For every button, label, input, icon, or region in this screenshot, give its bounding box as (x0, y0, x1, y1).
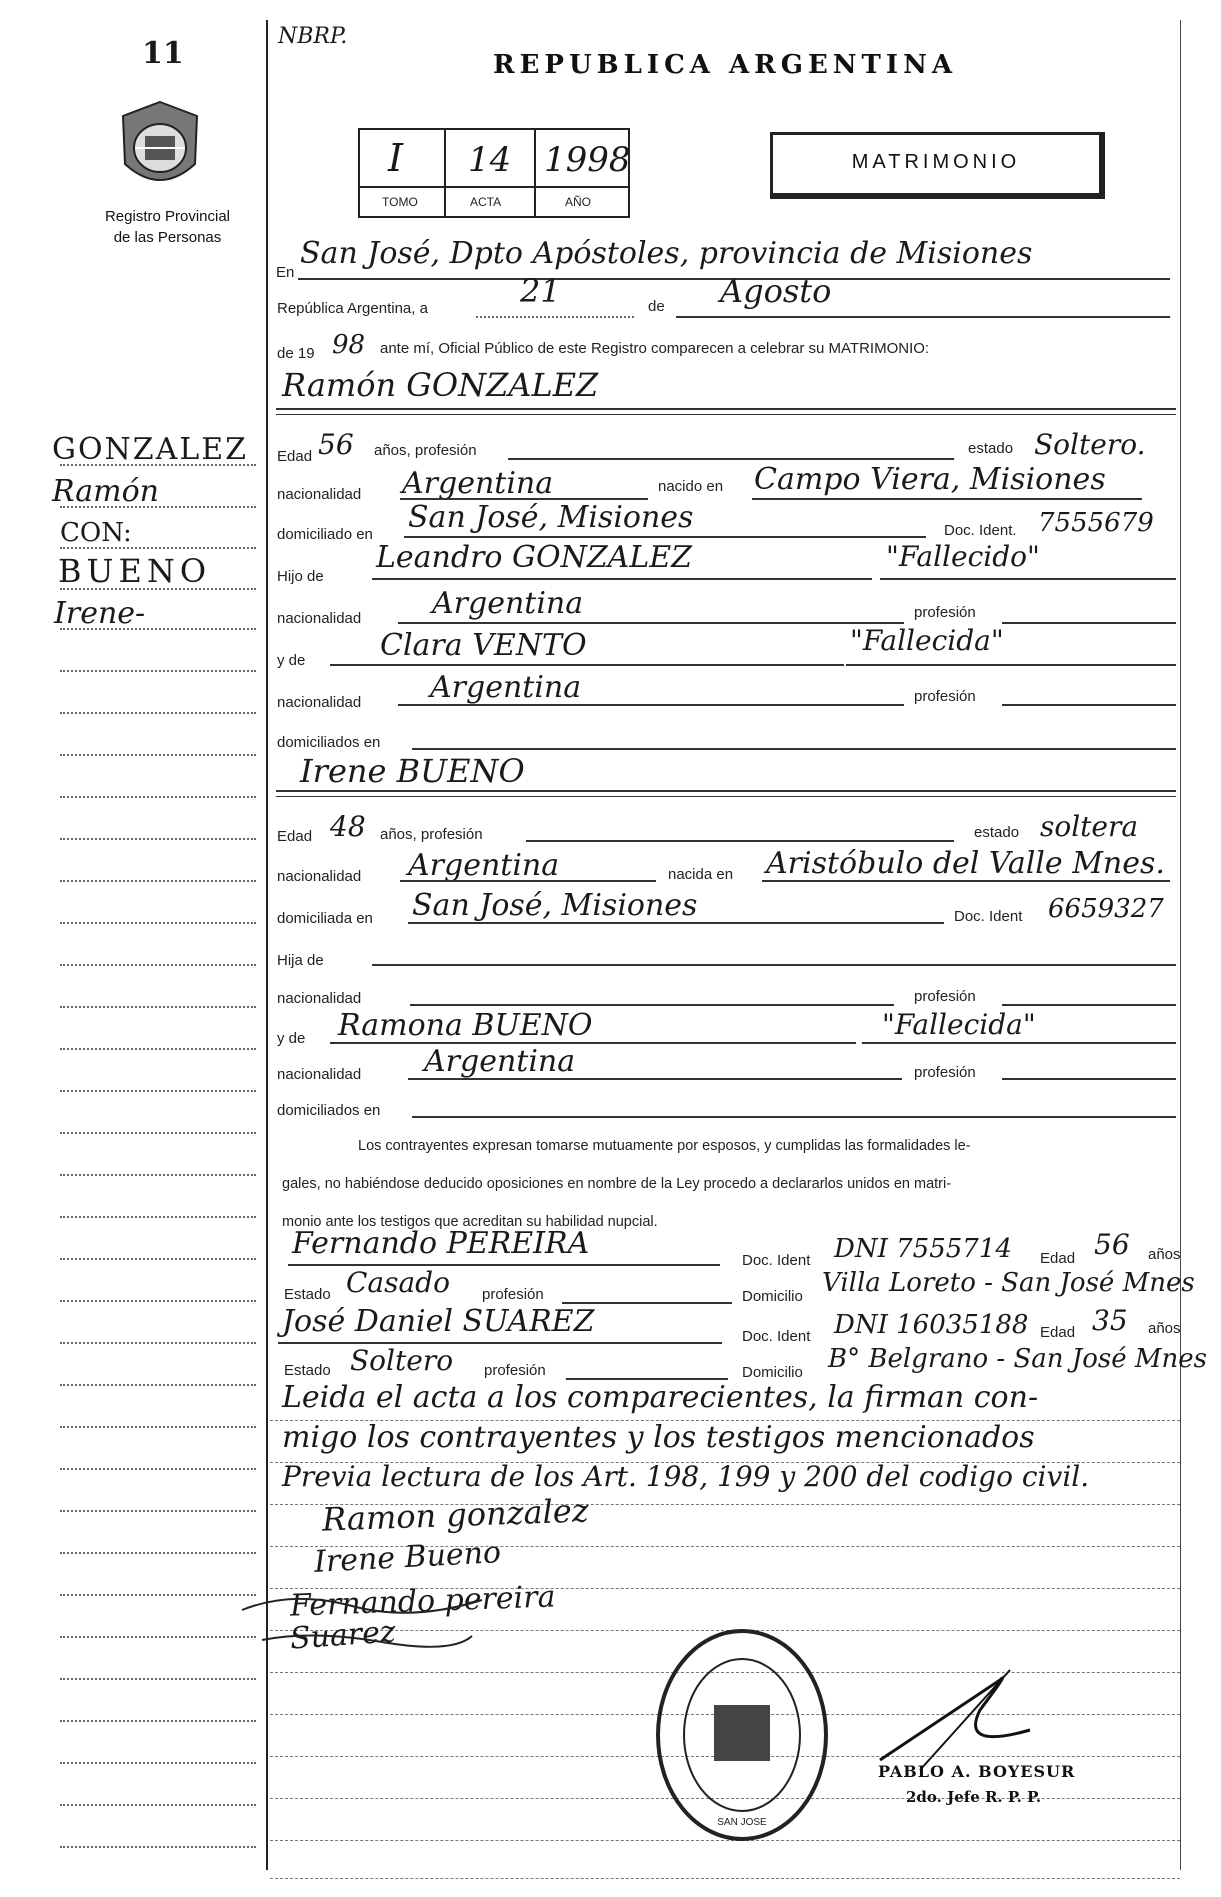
witness1-prof-label: profesión (482, 1286, 544, 1303)
bride-mother-prof-line (1002, 1078, 1176, 1080)
bride-edad-label: Edad (277, 828, 313, 845)
registry-line2: de las Personas (113, 229, 222, 246)
bride-doc: 6659327 (1048, 894, 1164, 924)
groom-domicile: San José, Misiones (408, 500, 694, 535)
closing-line-1: Leida el acta a los comparecientes, la firman con- (282, 1380, 1039, 1415)
witness1-domicilio-label: Domicilio (742, 1288, 803, 1305)
groom-mother-nat: Argentina (430, 670, 582, 705)
groom-father-prof-line (1002, 622, 1176, 624)
declaration-line-3: monio ante los testigos que acreditan su habilidad nupcial. (282, 1214, 658, 1230)
bride-profesion-line (526, 840, 954, 842)
groom-name-line (276, 408, 1176, 410)
declaration-line-1: Los contrayentes expresan tomarse mutuamente por esposos, y cumplidas las formalidades le- (358, 1138, 971, 1154)
bride-anos-label: años, profesión (380, 826, 483, 843)
groom-domiciliados-label: domiciliados en (277, 734, 381, 751)
day-line (476, 316, 634, 318)
witness2-doc-label: Doc. Ident (742, 1328, 811, 1345)
witness2-edad-label: Edad (1040, 1324, 1076, 1341)
en-label: En (276, 264, 295, 281)
ano-value: 1998 (544, 140, 631, 180)
tomo-value: I (388, 136, 404, 180)
bride-mother-nat: Argentina (424, 1044, 576, 1079)
groom-nac-label: nacionalidad (277, 486, 362, 503)
year-value: 98 (332, 330, 366, 360)
groom-yde-label: y de (277, 652, 306, 669)
groom-birthplace-line (752, 498, 1142, 500)
bride-birthplace: Aristóbulo del Valle Mnes. (766, 846, 1165, 881)
witness2-name: José Daniel SUAREZ (282, 1304, 595, 1339)
bride-mother-status-line (862, 1042, 1176, 1044)
bride-name-line (276, 790, 1176, 792)
witness1-estado: Casado (346, 1266, 450, 1299)
groom-father-prof-label: profesión (914, 604, 976, 621)
groom-doc-label: Doc. Ident. (944, 522, 1017, 539)
bride-father-line (372, 964, 1176, 966)
acta-value: 14 (468, 140, 512, 180)
witness2-estado-label: Estado (284, 1362, 331, 1379)
closing-line-2: migo los contrayentes y los testigos mencionados (282, 1420, 1035, 1455)
bride-father-nat-label: nacionalidad (277, 990, 362, 1007)
bride-domicile-line (408, 922, 944, 924)
groom-edad-label: Edad (277, 448, 313, 465)
day-value: 21 (520, 272, 561, 310)
witness2-anos: años (1148, 1320, 1181, 1337)
bride-nacida-label: nacida en (668, 866, 734, 883)
tomo-label: TOMO (382, 195, 418, 209)
groom-mother-prof-line (1002, 704, 1176, 706)
margin-note-surname: GONZALEZ (52, 432, 248, 467)
margin-note-bride-name: Irene- (54, 596, 146, 631)
ano-label: AÑO (565, 195, 592, 209)
bride-mother-nat-label: nacionalidad (277, 1066, 362, 1083)
witness1-domicilio: Villa Loreto - San José Mnes (822, 1268, 1195, 1298)
bride-mother-status: "Fallecida" (882, 1008, 1036, 1041)
witness2-prof-label: profesión (484, 1362, 546, 1379)
bride-domiciliados-line (412, 1116, 1176, 1118)
bride-domicile: San José, Misiones (412, 888, 698, 923)
witness2-domicilio: B° Belgrano - San José Mnes (828, 1344, 1207, 1374)
groom-father: Leandro GONZALEZ (376, 540, 693, 575)
bride-mother: Ramona BUENO (338, 1008, 593, 1043)
act-type-box (770, 132, 1105, 199)
groom-nacido-label: nacido en (658, 478, 724, 495)
republica-label: República Argentina, a (277, 300, 428, 317)
groom-father-nat: Argentina (432, 586, 584, 621)
signature-groom: Ramon gonzalez (321, 1491, 590, 1539)
witness1-doc: DNI 7555714 (834, 1234, 1012, 1264)
bride-nac-label: nacionalidad (277, 868, 362, 885)
groom-mother: Clara VENTO (380, 628, 587, 663)
groom-father-nat-line (398, 622, 904, 624)
bride-name-line-2 (276, 796, 1176, 797)
margin-note-name: Ramón (52, 474, 159, 509)
official-title: 2do. Jefe R. P. P. (906, 1788, 1042, 1806)
groom-estado: Soltero. (1034, 428, 1146, 461)
closing-line-3: Previa lectura de los Art. 198, 199 y 200 del codigo civil. (282, 1460, 1090, 1493)
bride-nationality: Argentina (408, 848, 560, 883)
act-type: MATRIMONIO (851, 151, 1021, 173)
groom-profesion-line (508, 458, 954, 460)
official-name: PABLO A. BOYESUR (878, 1762, 1076, 1781)
groom-dom-label: domiciliado en (277, 526, 373, 543)
signature-flourish (232, 1570, 492, 1680)
page-number: 11 (142, 36, 184, 71)
bride-mother-nat-line (408, 1078, 902, 1080)
bride-hija-label: Hija de (277, 952, 324, 969)
witness1-estado-label: Estado (284, 1286, 331, 1303)
month-line (676, 316, 1170, 318)
groom-father-status: "Fallecido" (886, 540, 1040, 573)
witness2-doc: DNI 16035188 (834, 1310, 1029, 1340)
bride-nat-line (400, 880, 656, 882)
bride-father-prof-label: profesión (914, 988, 976, 1005)
witness1-age: 56 (1094, 1228, 1130, 1261)
bride-father-nat-line (410, 1004, 894, 1006)
registry-seal (115, 98, 205, 198)
groom-mother-line (330, 664, 844, 666)
bride-birthplace-line (762, 880, 1170, 882)
witness2-age: 35 (1092, 1304, 1128, 1337)
bride-estado-label: estado (974, 824, 1020, 841)
groom-name: Ramón GONZALEZ (282, 366, 599, 404)
bride-age: 48 (330, 810, 366, 843)
groom-domicile-line (404, 536, 926, 538)
groom-birthplace: Campo Viera, Misiones (754, 462, 1106, 497)
de-label: de (648, 298, 665, 315)
bride-domiciliados-label: domiciliados en (277, 1102, 381, 1119)
margin-note-con: CON: (60, 518, 132, 548)
signature-bride: Irene Bueno (313, 1535, 502, 1580)
groom-name-line-2 (276, 414, 1176, 415)
groom-father-line (372, 578, 872, 580)
groom-mother-prof-label: profesión (914, 688, 976, 705)
groom-hijo-label: Hijo de (277, 568, 324, 585)
witness1-doc-label: Doc. Ident (742, 1252, 811, 1269)
bride-yde-label: y de (277, 1030, 306, 1047)
top-note: NBRP. (278, 24, 348, 49)
registry-line1: Registro Provincial (104, 208, 231, 225)
record-box (358, 128, 630, 218)
bride-mother-prof-label: profesión (914, 1064, 976, 1081)
bride-name: Irene BUENO (300, 752, 525, 790)
groom-mother-status: "Fallecida" (850, 624, 1004, 657)
acta-label: ACTA (470, 195, 502, 209)
signature-witness2: Suarez (288, 1614, 397, 1657)
page-title: REPUBLICA ARGENTINA (493, 50, 958, 80)
place-value: San José, Dpto Apóstoles, provincia de Misiones (300, 236, 1033, 271)
month-value: Agosto (720, 272, 832, 310)
groom-age: 56 (318, 428, 354, 461)
witness2-estado: Soltero (350, 1344, 454, 1377)
groom-domiciliados-line (412, 748, 1176, 750)
stamp-place: SAN JOSE (717, 1817, 767, 1828)
margin-note-bride-surname: BUENO (58, 552, 212, 590)
groom-mother-nat-line (398, 704, 904, 706)
groom-father-nat-label: nacionalidad (277, 610, 362, 627)
witness2-name-line (278, 1342, 722, 1344)
groom-doc: 7555679 (1038, 508, 1154, 538)
bride-mother-line (330, 1042, 856, 1044)
bride-estado: soltera (1040, 810, 1139, 843)
witness1-anos: años (1148, 1246, 1181, 1263)
bride-doc-label: Doc. Ident (954, 908, 1023, 925)
bride-dom-label: domiciliada en (277, 910, 373, 927)
bride-father-prof-line (1002, 1004, 1176, 1006)
groom-mother-nat-label: nacionalidad (277, 694, 362, 711)
registry-name (80, 206, 255, 248)
official-stamp (652, 1625, 832, 1845)
groom-mother-status-line (846, 664, 1176, 666)
witness1-name: Fernando PEREIRA (292, 1226, 590, 1261)
witness2-domicilio-label: Domicilio (742, 1364, 803, 1381)
groom-nationality: Argentina (402, 466, 554, 501)
signature-witness1: Fernando pereira (289, 1579, 557, 1624)
witness1-edad-label: Edad (1040, 1250, 1076, 1267)
groom-father-status-line (880, 578, 1176, 580)
right-margin-line (1180, 20, 1181, 1870)
ante-text: ante mí, Oficial Público de este Registro comparecen a celebrar su MATRIMONIO: (380, 340, 930, 357)
groom-anos-label: años, profesión (374, 442, 477, 459)
year-label: de 19 (277, 345, 315, 362)
groom-estado-label: estado (968, 440, 1014, 457)
declaration-line-2: gales, no habiéndose deducido oposiciones en nombre de la Ley procedo a declararlos unidos en matri- (282, 1176, 952, 1192)
